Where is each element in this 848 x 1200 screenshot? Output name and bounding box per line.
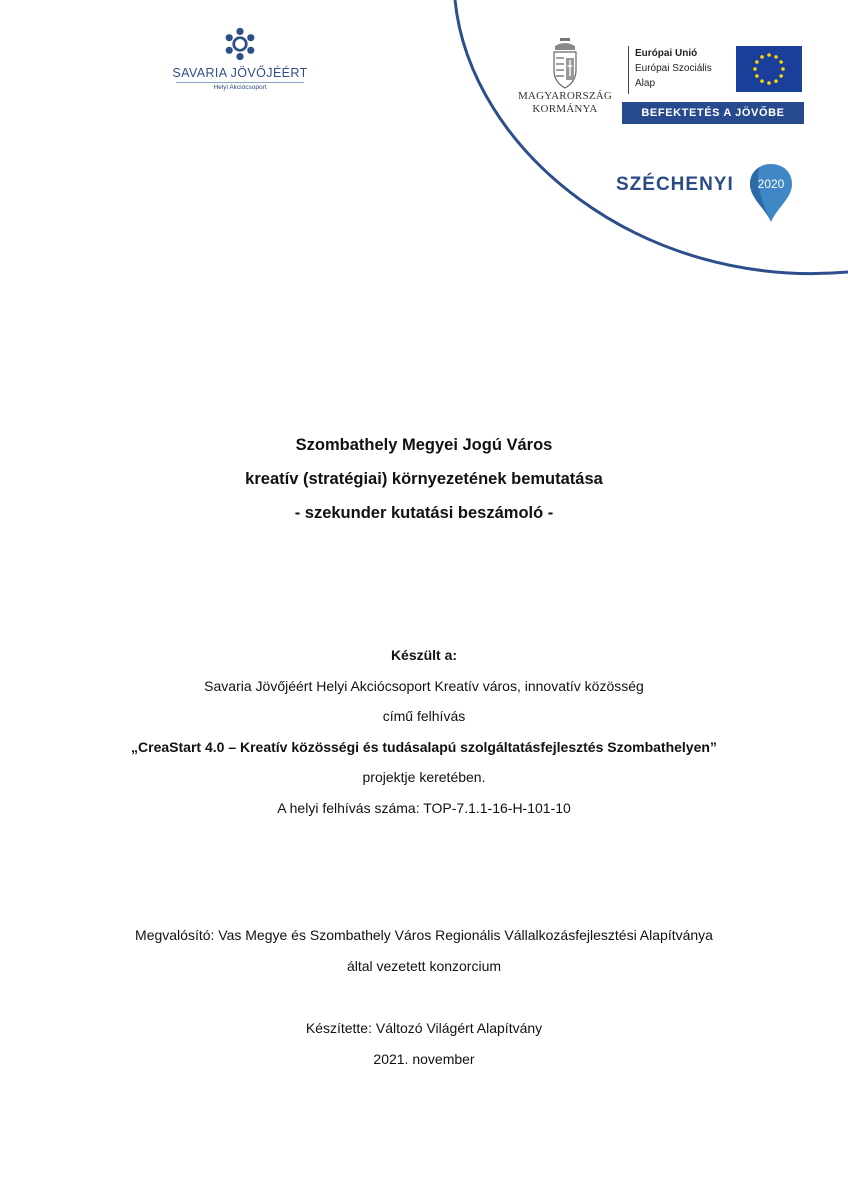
eu-funding-logo [620,44,806,126]
savaria-emblem-icon [222,26,258,62]
eu-star-icon [755,74,759,78]
government-logo [516,36,614,116]
prepared-line1: Savaria Jövőjéért Helyi Akciócsoport Kreatív város, innovatív közösség [204,677,644,694]
implementer-line1: Megvalósító: Vas Megye és Szombathely Város Regionális Vállalkozásfejlesztési Alapítványa [135,927,713,943]
author-section [0,1013,848,1074]
eu-star-icon [767,81,771,85]
eu-star-icon [767,53,771,57]
eu-star-icon [779,74,783,78]
eu-star-icon [760,79,764,83]
eu-banner: BEFEKTETÉS A JÖVŐBE [622,102,804,124]
savaria-logo-rule [176,82,304,83]
implementer-section [0,920,848,981]
government-logo-line2: KORMÁNYA [532,103,598,115]
eu-line3: Alap [635,78,656,89]
eu-text-block [628,46,712,94]
prepared-section [0,640,848,823]
map-pin-icon [748,162,794,224]
title-line1: Szombathely Megyei Jogú Város [295,436,553,454]
prepared-line3: projektje keretében. [362,769,486,785]
prepared-label: Készült a: [390,647,458,663]
eu-flag-icon [736,46,802,92]
eu-line1: Európai Unió [635,48,698,59]
savaria-logo-subtitle: Helyi Akciócsoport [213,84,267,91]
prepared-line2: című felhívás [382,708,466,724]
title-line2: kreatív (stratégiai) környezetének bemutatása [245,470,603,488]
eu-star-icon [774,79,778,83]
eu-line2: Európai Szociális [635,63,712,74]
eu-star-icon [779,60,783,64]
document-date: 2021. november [373,1050,475,1067]
coat-of-arms-icon [548,36,582,90]
government-logo-line1: MAGYARORSZÁG [517,90,613,102]
implementer-line2: által vezetett konzorcium [346,957,502,974]
eu-star-icon [781,67,785,71]
author-line: Készítette: Változó Világért Alapítvány [305,1020,543,1036]
title-line3: - szekunder kutatási beszámoló - [294,504,554,522]
szechenyi-2020-logo [616,160,806,226]
eu-star-icon [774,55,778,59]
document-title [0,428,848,530]
szechenyi-word: SZÉCHENYI [616,174,734,195]
szechenyi-year: 2020 [757,177,785,191]
eu-star-icon [753,67,757,71]
eu-star-icon [760,55,764,59]
savaria-logo [168,26,312,91]
savaria-logo-name: SAVARIA JÖVŐJÉÉRT [172,66,308,80]
project-name: „CreaStart 4.0 – Kreatív közösségi és tudásalapú szolgáltatásfejlesztés Szombathelyen” [131,738,717,755]
call-number: A helyi felhívás száma: TOP-7.1.1-16-H-101-10 [277,799,571,816]
eu-star-icon [755,60,759,64]
